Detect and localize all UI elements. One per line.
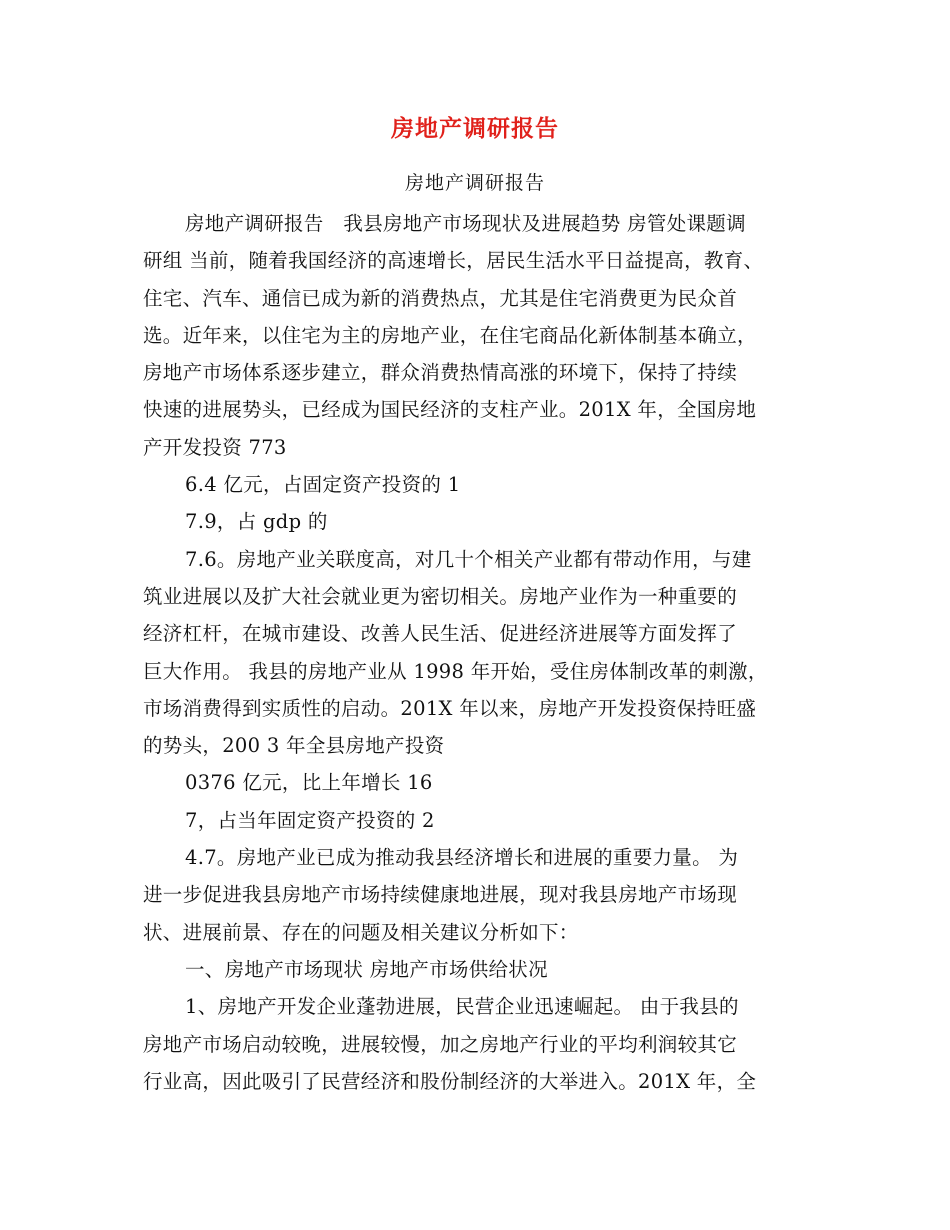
text-line: 进一步促进我县房地产市场持续健康地进展，现对我县房地产市场现	[143, 883, 738, 907]
text-line: 行业高，因此吸引了民营经济和股份制经济的大举进入。201X 年，全	[143, 1069, 757, 1093]
text-line: 的势头，200 3 年全县房地产投资	[143, 734, 445, 758]
text-line: 筑业进展以及扩大社会就业更为密切相关。房地产业作为一种重要的	[143, 584, 738, 608]
text-line: 研组 当前，随着我国经济的高速增长，居民生活水平日益提高，教育、	[143, 249, 764, 273]
document-body	[143, 205, 823, 1100]
text-line: 经济杠杆，在城市建设、改善人民生活、促进经济进展等方面发挥了	[143, 622, 738, 646]
text-line: 市场消费得到实质性的启动。201X 年以来，房地产开发投资保持旺盛	[143, 696, 757, 720]
text-line: 7.6。房地产业关联度高，对几十个相关产业都有带动作用，与建	[185, 547, 752, 571]
text-line: 状、进展前景、存在的问题及相关建议分析如下：	[143, 920, 579, 944]
document-subtitle: 房地产调研报告	[404, 172, 545, 194]
text-line: 4.7。房地产业已成为推动我县经济增长和进展的重要力量。 为	[185, 846, 739, 870]
text-line: 房地产市场启动较晚，进展较慢，加之房地产行业的平均利润较其它	[143, 1032, 738, 1056]
text-line: 房地产市场体系逐步建立，群众消费热情高涨的环境下，保持了持续	[143, 361, 738, 385]
text-line: 巨大作用。 我县的房地产业从 1998 年开始，受住房体制改革的刺激，	[143, 659, 768, 683]
text-line: 快速的进展势头，已经成为国民经济的支柱产业。201X 年，全国房地	[143, 398, 757, 422]
text-line: 0376 亿元，比上年增长 16	[185, 771, 433, 795]
document-title: 房地产调研报告	[391, 115, 559, 142]
text-line: 7.9，占 gdp 的	[185, 510, 328, 534]
text-line: 选。近年来，以住宅为主的房地产业，在住宅商品化新体制基本确立，	[143, 323, 757, 347]
text-line: 一、房地产市场现状 房地产市场供给状况	[185, 957, 548, 981]
text-line: 住宅、汽车、通信已成为新的消费热点，尤其是住宅消费更为民众首	[143, 286, 738, 310]
text-line: 6.4 亿元，占固定资产投资的 1	[185, 473, 461, 497]
text-line: 房地产调研报告 我县房地产市场现状及进展趋势 房管处课题调	[185, 212, 746, 235]
text-line: 产开发投资 773	[143, 435, 287, 459]
text-line: 1、房地产开发企业蓬勃进展，民营企业迅速崛起。 由于我县的	[185, 995, 739, 1019]
text-line: 7，占当年固定资产投资的 2	[185, 808, 435, 832]
